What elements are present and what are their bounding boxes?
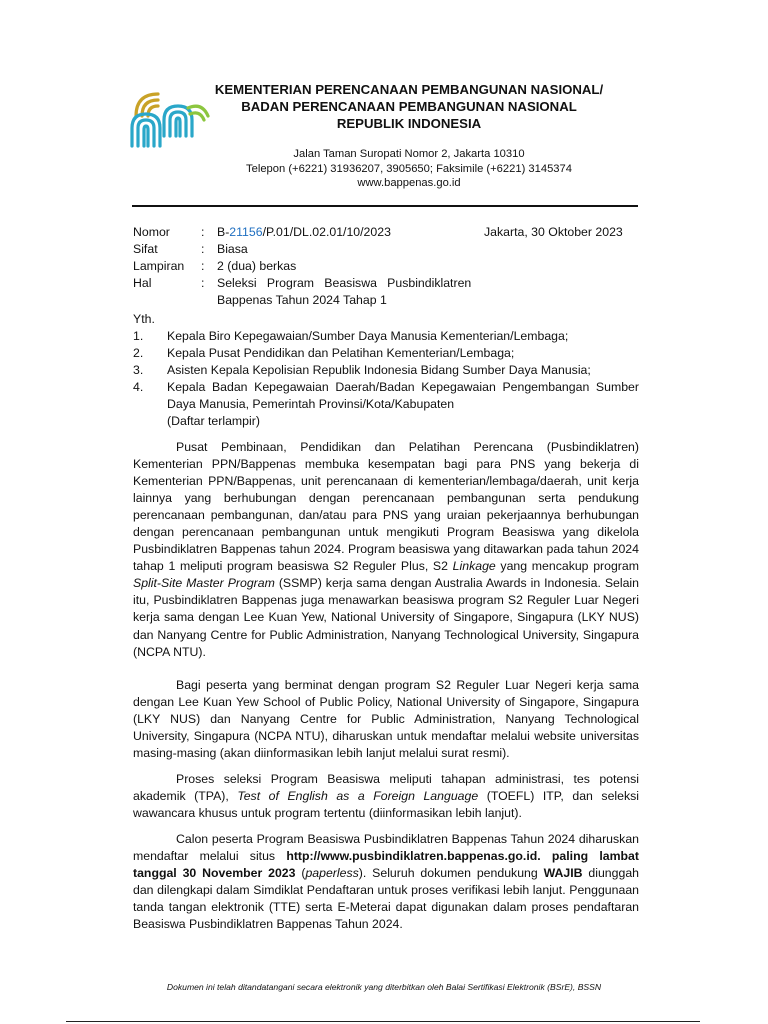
recipient-text: Kepala Biro Kepegawaian/Sumber Daya Manusia Kementerian/Lembaga;: [167, 329, 569, 343]
letterhead-title-line-3: REPUBLIK INDONESIA: [336, 116, 482, 131]
p1-linkage: Linkage: [452, 559, 496, 574]
letterhead-phone-fax: Telepon (+6221) 31936207, 3905650; Faksimile (+6221) 3145374: [246, 162, 572, 175]
p1-text-c: (SSMP) kerja sama dengan Australia Awards in Indonesia. Selain itu, Pusbindiklatren Bappenas juga menawarkan beasiswa program S2 Reguler Luar Negeri kerja sama dengan Lee Kuan Yew, National University of Singapore, Singapura (LKY NUS) dan Nanyang Centre for Public Administration, Nanyang Technological University, Singapura (NCPA NTU).: [133, 576, 640, 659]
letterhead-website: www.bappenas.go.id: [357, 177, 461, 189]
p1-text-a: Pusat Pembinaan, Pendidikan dan Pelatihan Perencana (Pusbindiklatren) Kementerian PPN/Bappenas membuka kesempatan bagi para PNS yang bekerja di Kementerian PPN/Bappenas, unit perencanaan di kementerian/lembaga/daerah, unit kerja lainnya yang berhubungan dengan perencanaan pembangunan serta pendukung perencanaan pembangunan, dan/atau para PNS yang uraian pekerjaannya berhubungan dengan perencanaan pembangunan untuk mengikuti Program Beasiswa yang dikelola Pusbindiklatren Bappenas tahun 2024. Program beasiswa yang ditawarkan pada tahun 2024 tahap 1 meliputi program beasiswa S2 Reguler Plus, S2: [133, 440, 639, 574]
lampiran-label: Lampiran: [133, 259, 185, 273]
recipient-number: 1.: [133, 329, 144, 343]
hal-value-line-2: Bappenas Tahun 2024 Tahap 1: [217, 293, 387, 307]
footer-esign-note: Dokumen ini telah ditandatangani secara elektronik yang diterbitkan oleh Balai Sertifikasi Elektronik (BSrE), BSSN: [166, 982, 602, 992]
letterhead-title-line-2: BADAN PERENCANAAN PEMBANGUNAN NASIONAL: [241, 99, 577, 114]
lampiran-value: 2 (dua) berkas: [217, 259, 297, 273]
p1-text-b: yang mencakup program: [495, 559, 639, 574]
recipient-number: 2.: [133, 346, 144, 360]
p3-text-a: Proses seleksi Program Beasiswa meliputi tahapan administrasi, tes potensi akademik (TPA),: [133, 772, 639, 804]
letter-date: Jakarta, 30 Oktober 2023: [484, 225, 623, 239]
recipient-number: 4.: [133, 380, 144, 394]
nomor-colon: :: [201, 225, 205, 239]
recipient-text: Kepala Badan Kepegawaian Daerah/Badan Kepegawaian Pengembangan Sumber Daya Manusia, Pemerintah Provinsi/Kota/Kabupaten: [167, 380, 639, 411]
nomor-value: [217, 224, 391, 241]
p4-text-a: Calon peserta Program Beasiswa Pusbindiklatren Bappenas Tahun 2024 diharuskan mendaftar melalui situs: [133, 832, 639, 864]
recipient-number: 3.: [133, 363, 144, 377]
recipient-text: Asisten Kepala Kepolisian Republik Indonesia Bidang Sumber Daya Manusia;: [167, 363, 591, 377]
footer-divider: [66, 1021, 700, 1022]
nomor-label: Nomor: [133, 225, 170, 239]
recipient-text: Kepala Pusat Pendidikan dan Pelatihan Kementerian/Lembaga;: [167, 346, 515, 360]
nomor-prefix: B-: [217, 225, 230, 239]
p3-toefl: Test of English as a Foreign Language: [237, 789, 479, 804]
p3-text-b: (TOEFL) ITP, dan seleksi wawancara khusus untuk program tertentu (diinformasikan lebih lanjut).: [133, 789, 640, 821]
body-paragraph-3: [133, 771, 639, 822]
salutation-yth: Yth.: [133, 312, 155, 326]
recipient-note-text: (Daftar terlampir): [167, 414, 260, 428]
body-paragraph-1: [133, 439, 639, 661]
sifat-colon: :: [201, 242, 205, 256]
body-paragraph-2: Bagi peserta yang berminat dengan program S2 Reguler Luar Negeri kerja sama dengan Lee Kuan Yew School of Public Policy, National University of Singapore, Singapura (LKY NUS) dan Nanyang Centre for Public Administration, Nanyang Technological University, Singapura (NCPA NTU), diharuskan untuk mendaftar melalui website universitas masing-masing (akan diinformasikan lebih lanjut melalui surat resmi).: [133, 678, 639, 761]
sifat-value: Biasa: [217, 242, 248, 256]
letterhead-divider: [132, 205, 638, 207]
hal-colon: :: [201, 276, 205, 290]
p1-ssmp: Split-Site Master Program: [133, 576, 275, 591]
hal-label: Hal: [133, 276, 152, 290]
body-paragraph-4: [133, 831, 639, 933]
p4-wajib: WAJIB: [543, 866, 583, 881]
sifat-label: Sifat: [133, 242, 158, 256]
p4-url-deadline: http://www.pusbindiklatren.bappenas.go.id. paling lambat tanggal 30 November 2023: [133, 849, 639, 881]
nomor-number: 21156: [229, 225, 263, 239]
p4-text-c: ). Seluruh dokumen pendukung: [358, 866, 544, 881]
letterhead-address: Jalan Taman Suropati Nomor 2, Jakarta 10310: [293, 148, 525, 160]
letterhead-title-line-1: KEMENTERIAN PERENCANAAN PEMBANGUNAN NASIONAL/: [214, 82, 604, 97]
p4-paperless: paperless: [305, 866, 359, 881]
p4-text-d: diunggah dan dilengkapi dalam Simdiklat Pendaftaran untuk proses verifikasi lebih lanjut. Penggunaan tanda tangan elektronik (TTE) serta E-Meterai dapat digunakan dalam proses pendaftaran Beasiswa Pusbindiklatren Bappenas Tahun 2024.: [133, 866, 639, 932]
hal-value-line-1: Seleksi Program Beasiswa Pusbindiklatren: [217, 276, 472, 290]
nomor-suffix: /P.01/DL.02.01/10/2023: [262, 225, 391, 239]
p4-text-b: (: [295, 866, 306, 881]
lampiran-colon: :: [201, 259, 205, 273]
